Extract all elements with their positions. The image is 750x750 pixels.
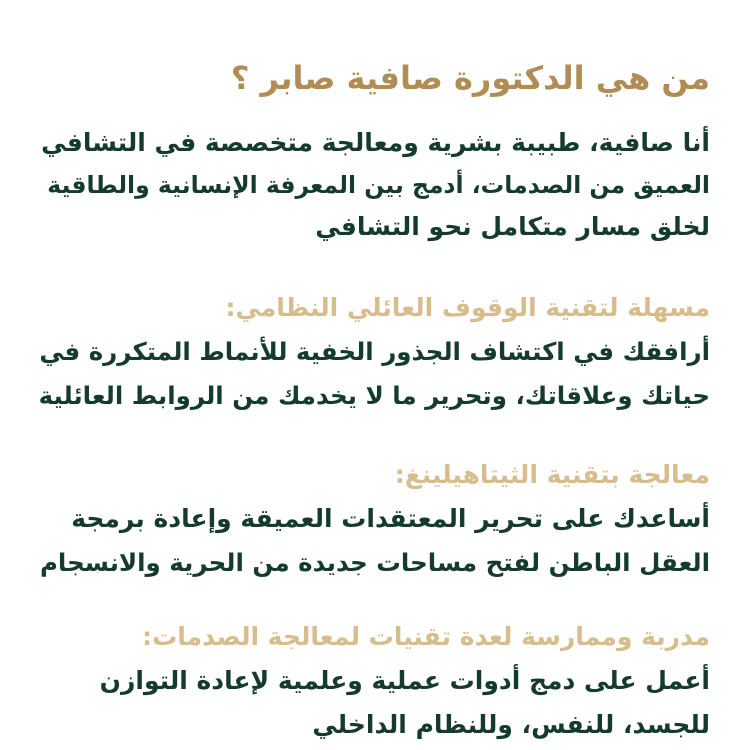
section-heading: معالجة بتقنية الثيتاهيلينغ: <box>394 460 710 489</box>
section-line: العقل الباطن لفتح مساحات جديدة من الحرية والانسجام <box>39 548 710 577</box>
section-line: أرافقك في اكتشاف الجذور الخفية للأنماط المتكررة في <box>39 337 710 366</box>
section-heading: مسهلة لتقنية الوقوف العائلي النظامي: <box>225 293 710 322</box>
section-family-constellation <box>38 288 710 418</box>
intro-line: أنا صافية، طبيبة بشرية ومعالجة متخصصة في التشافي <box>41 128 710 157</box>
section-theta-healing <box>38 455 710 585</box>
intro-line: لخلق مسار متكامل نحو التشافي <box>315 212 710 241</box>
intro-line: العميق من الصدمات، أدمج بين المعرفة الإنسانية والطاقية <box>47 171 710 199</box>
section-line: للجسد، للنفس، وللنظام الداخلي <box>312 710 710 739</box>
page-title: من هي الدكتورة صافية صابر ؟ <box>230 59 710 97</box>
section-trauma-techniques <box>38 617 710 747</box>
section-line: أعمل على دمج أدوات عملية وعلمية لإعادة التوازن <box>99 666 710 695</box>
section-body <box>38 497 710 585</box>
section-body <box>38 330 710 418</box>
section-line: أساعدك على تحرير المعتقدات العميقة وإعادة برمجة <box>71 504 710 533</box>
section-line: حياتك وعلاقاتك، وتحرير ما لا يخدمك من الروابط العائلية <box>38 381 710 410</box>
section-body <box>38 659 710 747</box>
intro-paragraph <box>38 122 710 248</box>
section-heading: مدربة وممارسة لعدة تقنيات لمعالجة الصدمات: <box>142 622 710 651</box>
